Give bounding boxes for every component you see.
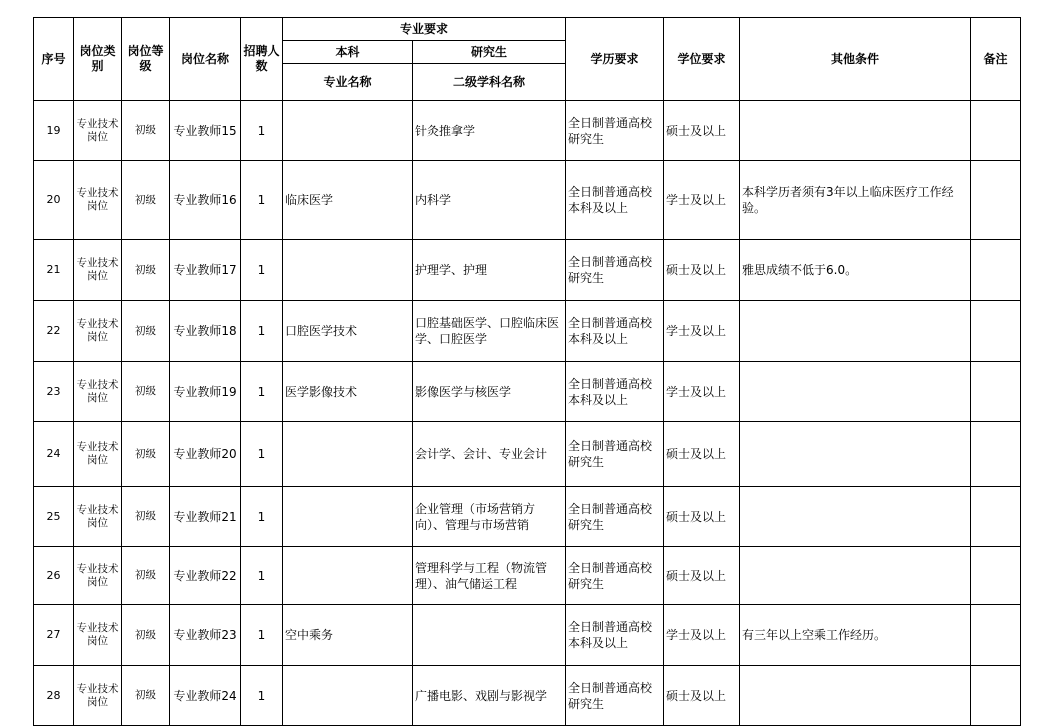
cell-category: 专业技术岗位	[74, 605, 122, 666]
cell-grad-discipline: 会计学、会计、专业会计	[413, 422, 566, 487]
cell-other-conditions: 雅思成绩不低于6.0。	[740, 240, 971, 301]
cell-undergrad-major	[283, 101, 413, 161]
cell-grad-discipline: 企业管理（市场营销方向）、管理与市场营销	[413, 487, 566, 547]
cell-education: 全日制普通高校研究生	[566, 422, 664, 487]
cell-seq: 22	[34, 301, 74, 362]
cell-count: 1	[241, 422, 283, 487]
table-row	[34, 422, 1021, 487]
table-row	[34, 666, 1021, 726]
cell-level: 初级	[122, 487, 170, 547]
cell-grad-discipline	[413, 605, 566, 666]
cell-undergrad-major	[283, 240, 413, 301]
cell-category: 专业技术岗位	[74, 422, 122, 487]
cell-degree: 硕士及以上	[664, 547, 740, 605]
cell-seq: 26	[34, 547, 74, 605]
cell-other-conditions	[740, 422, 971, 487]
table-row	[34, 301, 1021, 362]
cell-seq: 27	[34, 605, 74, 666]
cell-seq: 19	[34, 101, 74, 161]
cell-other-conditions: 有三年以上空乘工作经历。	[740, 605, 971, 666]
cell-grad-discipline: 针灸推拿学	[413, 101, 566, 161]
cell-count: 1	[241, 487, 283, 547]
cell-other-conditions	[740, 547, 971, 605]
cell-category: 专业技术岗位	[74, 240, 122, 301]
cell-seq: 20	[34, 161, 74, 240]
cell-remark	[971, 301, 1021, 362]
cell-remark	[971, 547, 1021, 605]
cell-count: 1	[241, 666, 283, 726]
header-seq: 序号	[34, 18, 74, 101]
cell-position-name: 专业教师17	[170, 240, 241, 301]
cell-undergrad-major	[283, 422, 413, 487]
cell-degree: 硕士及以上	[664, 101, 740, 161]
cell-category: 专业技术岗位	[74, 301, 122, 362]
cell-undergrad-major	[283, 547, 413, 605]
table-row	[34, 362, 1021, 422]
cell-degree: 学士及以上	[664, 605, 740, 666]
cell-seq: 21	[34, 240, 74, 301]
cell-count: 1	[241, 605, 283, 666]
header-category: 岗位类别	[74, 18, 122, 101]
cell-position-name: 专业教师22	[170, 547, 241, 605]
header-remark: 备注	[971, 18, 1021, 101]
cell-other-conditions: 本科学历者须有3年以上临床医疗工作经验。	[740, 161, 971, 240]
table-row	[34, 547, 1021, 605]
header-grad: 研究生	[413, 41, 566, 64]
header-level: 岗位等级	[122, 18, 170, 101]
cell-grad-discipline: 广播电影、戏剧与影视学	[413, 666, 566, 726]
cell-degree: 硕士及以上	[664, 422, 740, 487]
cell-education: 全日制普通高校研究生	[566, 547, 664, 605]
cell-seq: 23	[34, 362, 74, 422]
cell-remark	[971, 487, 1021, 547]
cell-remark	[971, 101, 1021, 161]
cell-education: 全日制普通高校研究生	[566, 101, 664, 161]
cell-grad-discipline: 管理科学与工程（物流管理）、油气储运工程	[413, 547, 566, 605]
cell-category: 专业技术岗位	[74, 362, 122, 422]
cell-education: 全日制普通高校研究生	[566, 240, 664, 301]
cell-education: 全日制普通高校本科及以上	[566, 605, 664, 666]
cell-other-conditions	[740, 362, 971, 422]
cell-remark	[971, 422, 1021, 487]
cell-position-name: 专业教师16	[170, 161, 241, 240]
header-name: 岗位名称	[170, 18, 241, 101]
cell-seq: 24	[34, 422, 74, 487]
cell-remark	[971, 240, 1021, 301]
header-sub-discipline: 二级学科名称	[413, 64, 566, 101]
cell-category: 专业技术岗位	[74, 666, 122, 726]
cell-degree: 学士及以上	[664, 301, 740, 362]
cell-degree: 硕士及以上	[664, 487, 740, 547]
cell-position-name: 专业教师21	[170, 487, 241, 547]
header-major-req: 专业要求	[283, 18, 566, 41]
cell-count: 1	[241, 362, 283, 422]
cell-position-name: 专业教师18	[170, 301, 241, 362]
cell-remark	[971, 666, 1021, 726]
header-count: 招聘人数	[241, 18, 283, 101]
cell-other-conditions	[740, 487, 971, 547]
header-degree: 学位要求	[664, 18, 740, 101]
cell-undergrad-major: 临床医学	[283, 161, 413, 240]
cell-count: 1	[241, 547, 283, 605]
header-undergrad: 本科	[283, 41, 413, 64]
table-row	[34, 101, 1021, 161]
cell-grad-discipline: 护理学、护理	[413, 240, 566, 301]
cell-count: 1	[241, 161, 283, 240]
cell-education: 全日制普通高校研究生	[566, 666, 664, 726]
cell-level: 初级	[122, 547, 170, 605]
cell-category: 专业技术岗位	[74, 101, 122, 161]
cell-position-name: 专业教师23	[170, 605, 241, 666]
cell-level: 初级	[122, 362, 170, 422]
cell-education: 全日制普通高校研究生	[566, 487, 664, 547]
cell-education: 全日制普通高校本科及以上	[566, 362, 664, 422]
cell-grad-discipline: 内科学	[413, 161, 566, 240]
cell-level: 初级	[122, 301, 170, 362]
cell-count: 1	[241, 240, 283, 301]
recruitment-table	[33, 17, 1021, 726]
cell-seq: 25	[34, 487, 74, 547]
cell-degree: 硕士及以上	[664, 240, 740, 301]
cell-undergrad-major	[283, 487, 413, 547]
cell-level: 初级	[122, 101, 170, 161]
cell-grad-discipline: 口腔基础医学、口腔临床医学、口腔医学	[413, 301, 566, 362]
cell-undergrad-major: 医学影像技术	[283, 362, 413, 422]
header-major-name: 专业名称	[283, 64, 413, 101]
cell-count: 1	[241, 301, 283, 362]
cell-undergrad-major: 口腔医学技术	[283, 301, 413, 362]
cell-position-name: 专业教师15	[170, 101, 241, 161]
cell-position-name: 专业教师24	[170, 666, 241, 726]
cell-remark	[971, 362, 1021, 422]
cell-category: 专业技术岗位	[74, 487, 122, 547]
cell-undergrad-major: 空中乘务	[283, 605, 413, 666]
table-row	[34, 240, 1021, 301]
table-row	[34, 487, 1021, 547]
cell-other-conditions	[740, 666, 971, 726]
cell-degree: 硕士及以上	[664, 666, 740, 726]
cell-level: 初级	[122, 161, 170, 240]
cell-level: 初级	[122, 240, 170, 301]
cell-other-conditions	[740, 101, 971, 161]
cell-undergrad-major	[283, 666, 413, 726]
cell-other-conditions	[740, 301, 971, 362]
table-row	[34, 605, 1021, 666]
cell-degree: 学士及以上	[664, 362, 740, 422]
header-education: 学历要求	[566, 18, 664, 101]
cell-position-name: 专业教师20	[170, 422, 241, 487]
cell-education: 全日制普通高校本科及以上	[566, 301, 664, 362]
cell-level: 初级	[122, 422, 170, 487]
cell-count: 1	[241, 101, 283, 161]
cell-category: 专业技术岗位	[74, 161, 122, 240]
cell-remark	[971, 605, 1021, 666]
cell-grad-discipline: 影像医学与核医学	[413, 362, 566, 422]
header-other: 其他条件	[740, 18, 971, 101]
cell-level: 初级	[122, 605, 170, 666]
cell-seq: 28	[34, 666, 74, 726]
cell-degree: 学士及以上	[664, 161, 740, 240]
cell-category: 专业技术岗位	[74, 547, 122, 605]
table-row	[34, 161, 1021, 240]
cell-remark	[971, 161, 1021, 240]
cell-education: 全日制普通高校本科及以上	[566, 161, 664, 240]
cell-position-name: 专业教师19	[170, 362, 241, 422]
cell-level: 初级	[122, 666, 170, 726]
